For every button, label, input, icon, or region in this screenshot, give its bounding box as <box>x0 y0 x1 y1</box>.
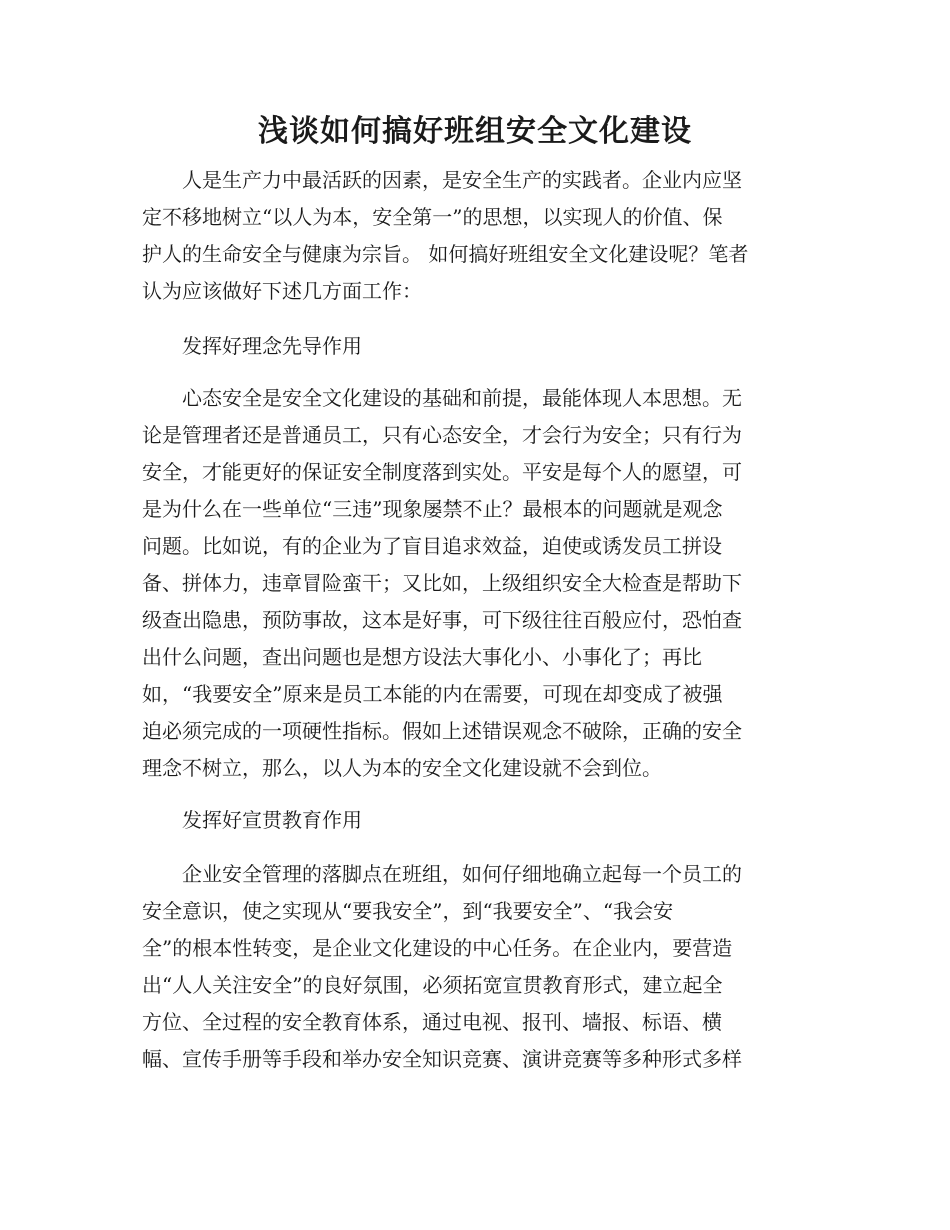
paragraph-line: 护人的生命安全与健康为宗旨。 如何搞好班组安全文化建设呢？笔者 <box>142 242 749 266</box>
paragraph-line: 问题。比如说，有的企业为了盲目追求效益，迫使或诱发员工拼设 <box>142 534 722 558</box>
paragraph-line: 备、拼体力，违章冒险蛮干；又比如，上级组织安全大检查是帮助下 <box>142 571 742 595</box>
section-paragraph <box>142 380 802 787</box>
paragraph-line: 企业安全管理的落脚点在班组，如何仔细地确立起每一个员工的 <box>142 862 742 886</box>
section-heading <box>142 802 802 839</box>
paragraph-line: 迫必须完成的一项硬性指标。假如上述错误观念不破除，正确的安全 <box>142 719 742 743</box>
section-heading-text: 发挥好理念先导作用 <box>142 334 362 358</box>
paragraph-line: 方位、全过程的安全教育体系，通过电视、报刊、墙报、标语、横 <box>142 1010 722 1034</box>
paragraph-line: 安全，才能更好的保证安全制度落到实处。平安是每个人的愿望，可 <box>142 460 742 484</box>
paragraph-line: 定不移地树立“以人为本，安全第一”的思想，以实现人的价值、保 <box>142 205 723 229</box>
paragraph-line: 人是生产力中最活跃的因素，是安全生产的实践者。企业内应坚 <box>142 168 742 192</box>
intro-paragraph <box>142 162 802 310</box>
paragraph-line: 全”的根本性转变，是企业文化建设的中心任务。在企业内，要营造 <box>142 936 733 960</box>
paragraph-line: 安全意识，使之实现从“要我安全”，到“我要安全”、“我会安 <box>142 899 674 923</box>
paragraph-line: 心态安全是安全文化建设的基础和前提，最能体现人本思想。无 <box>142 386 742 410</box>
paragraph-line: 级查出隐患，预防事故，这本是好事，可下级往往百般应付，恐怕查 <box>142 608 742 632</box>
section-paragraph <box>142 856 802 1078</box>
section-heading-text: 发挥好宣贯教育作用 <box>142 808 362 832</box>
document-title: 浅谈如何搞好班组安全文化建设 <box>258 114 692 149</box>
paragraph-line: 是为什么在一些单位“三违”现象屡禁不止？最根本的问题就是观念 <box>142 497 723 521</box>
paragraph-line: 幅、宣传手册等手段和举办安全知识竞赛、演讲竞赛等多种形式多样 <box>142 1047 742 1071</box>
paragraph-line: 出什么问题，查出问题也是想方设法大事化小、小事化了；再比 <box>142 645 702 669</box>
paragraph-line: 理念不树立，那么，以人为本的安全文化建设就不会到位。 <box>142 756 662 780</box>
section-heading <box>142 328 802 365</box>
paragraph-line: 认为应该做好下述几方面工作： <box>142 279 422 303</box>
paragraph-line: 如，“我要安全”原来是员工本能的内在需要，可现在却变成了被强 <box>142 682 723 706</box>
paragraph-line: 出“人人关注安全”的良好氛围，必须拓宽宣贯教育形式，建立起全 <box>142 973 723 997</box>
paragraph-line: 论是管理者还是普通员工，只有心态安全，才会行为安全；只有行为 <box>142 423 742 447</box>
